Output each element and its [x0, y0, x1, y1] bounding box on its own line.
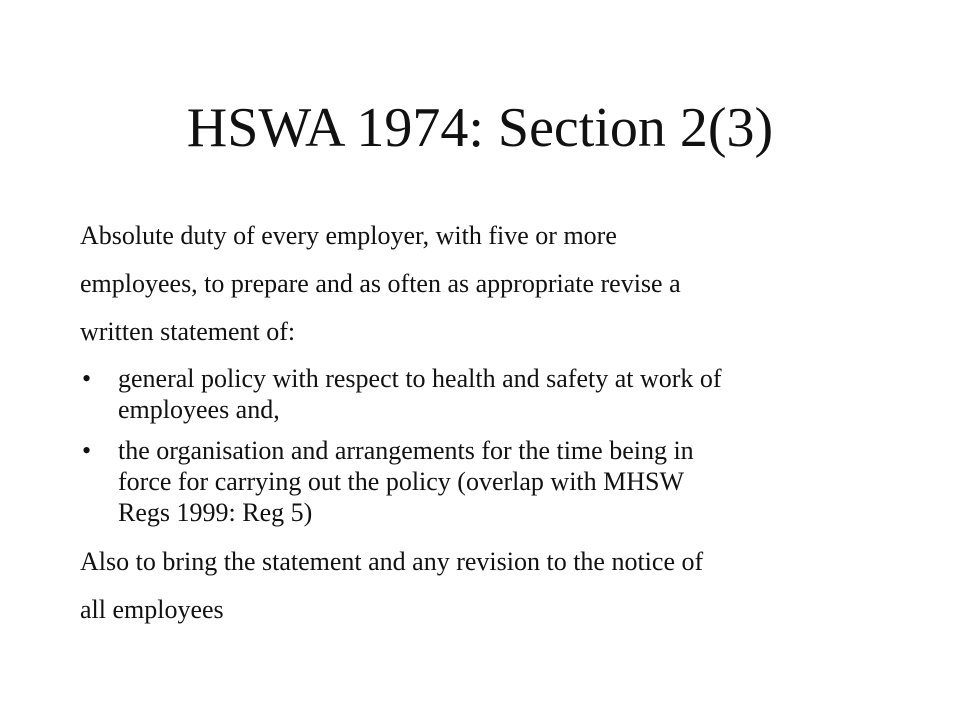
intro-line-3: written statement of:: [80, 317, 296, 346]
bullet-2-line-1: the organisation and arrangements for the time being in: [118, 436, 694, 465]
bullet-item-policy: [80, 363, 900, 425]
intro-line-2: employees, to prepare and as often as appropriate revise a: [80, 269, 681, 298]
bullet-1-line-2: employees and,: [118, 395, 280, 424]
bullet-1-line-1: general policy with respect to health and safety at work of: [118, 364, 722, 393]
bullet-icon: •: [82, 436, 92, 465]
bullet-2-line-2: force for carrying out the policy (overlap with MHSW: [118, 467, 685, 496]
intro-line-1: Absolute duty of every employer, with five or more: [80, 221, 617, 250]
slide-body: [80, 212, 900, 634]
closing-line-1: Also to bring the statement and any revision to the notice of: [80, 547, 704, 576]
bullet-2-line-3: Regs 1999: Reg 5): [118, 498, 313, 527]
bullet-item-organisation: [80, 435, 900, 528]
slide-title: HSWA 1974: Section 2(3): [186, 97, 774, 159]
closing-line-2: all employees: [80, 595, 224, 624]
bullet-icon: •: [82, 364, 92, 393]
bullet-list: [80, 363, 900, 528]
